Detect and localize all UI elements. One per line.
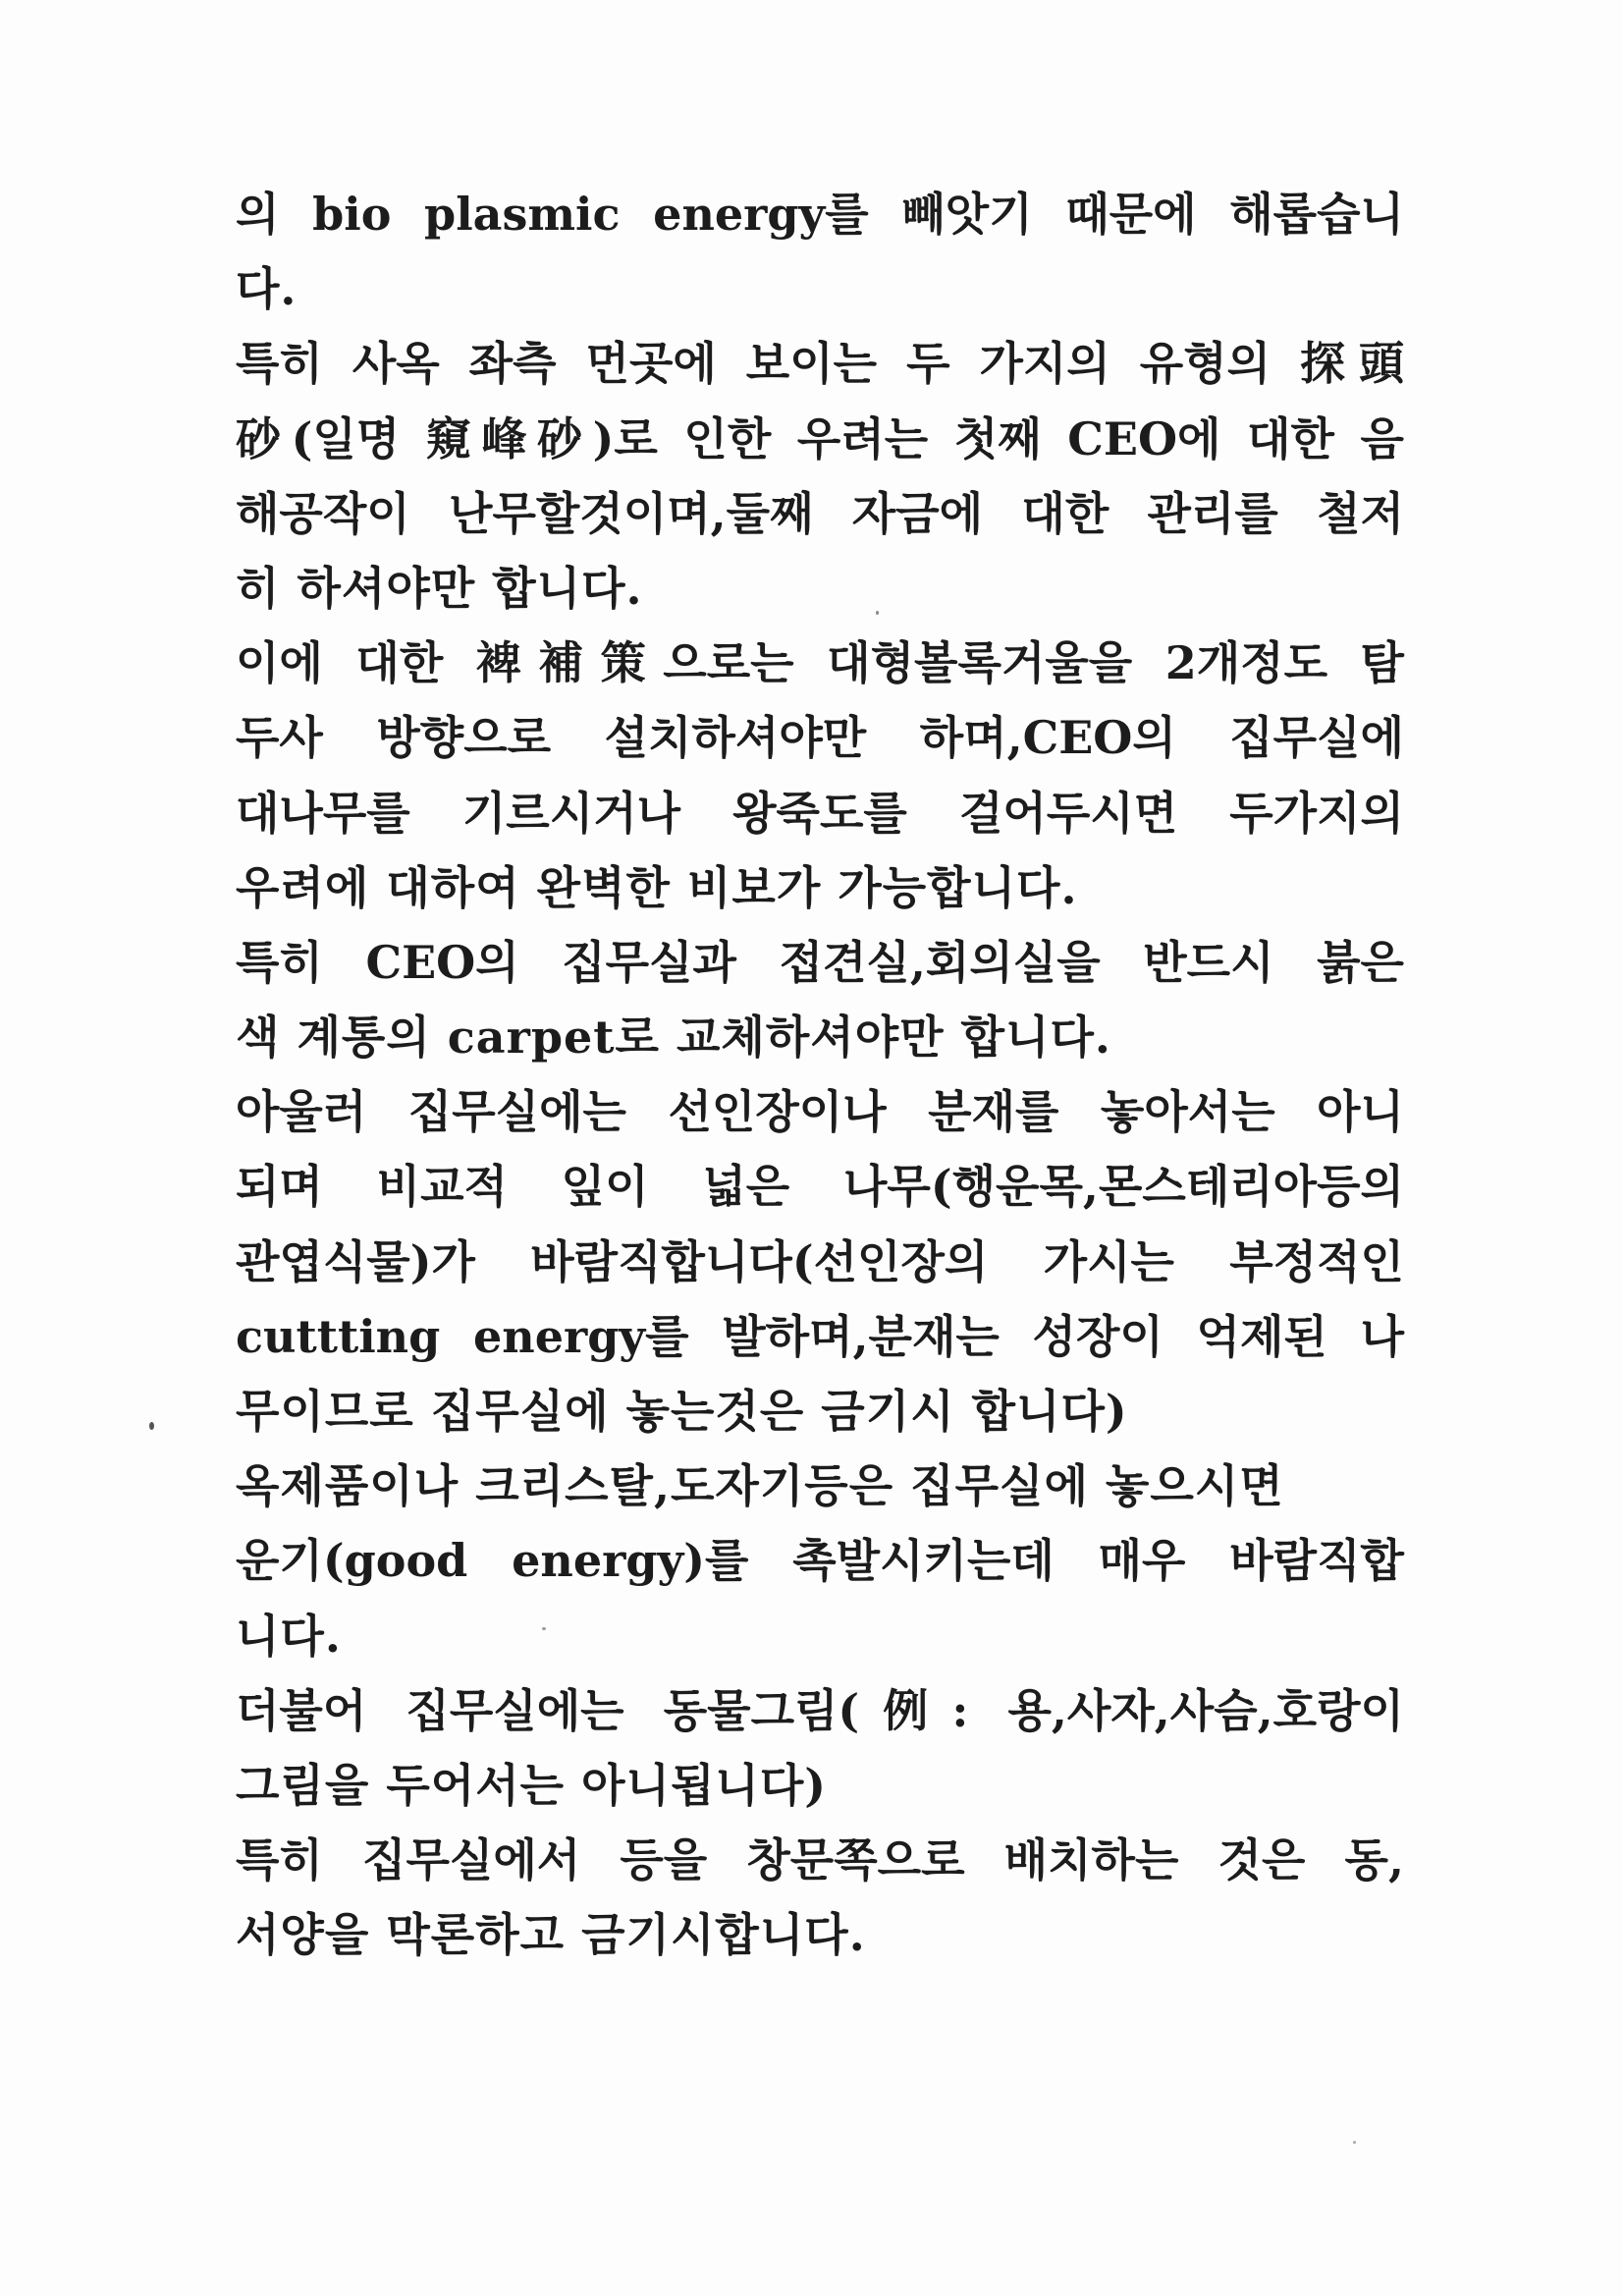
text-line: 특히 CEO의 집무실과 접견실,회의실을 반드시 붉은 — [236, 935, 1404, 989]
text-line: 무이므로 집무실에 놓는것은 금기시 합니다) — [236, 1385, 1128, 1438]
text-line: 의 bio plasmic energy를 빼앗기 때문에 해롭습니 — [236, 188, 1404, 241]
text-line: 더불어 집무실에는 동물그림(例: 용,사자,사슴,호랑이 — [236, 1683, 1404, 1737]
text-line: 아울러 집무실에는 선인장이나 분재를 놓아서는 아니 — [236, 1085, 1404, 1139]
text-line: 서양을 막론하고 금기시합니다. — [236, 1908, 866, 1962]
text-line: 운기(good energy)를 촉발시키는데 매우 바람직합 — [236, 1534, 1404, 1588]
text-line: 다. — [236, 262, 298, 316]
text-line: 니다. — [236, 1609, 342, 1663]
text-line: cuttting energy를 발하며,분재는 성장이 억제된 나 — [236, 1309, 1404, 1363]
text-line: 대나무를 기르시거나 왕죽도를 걸어두시면 두가지의 — [236, 786, 1404, 840]
body-text — [236, 177, 1404, 1973]
scan-speck — [1353, 2141, 1356, 2144]
text-line: 우려에 대하여 완벽한 비보가 가능합니다. — [236, 860, 1078, 914]
text-line: 옥제품이나 크리스탈,도자기등은 집무실에 놓으시면 — [236, 1459, 1284, 1513]
text-line: 砂(일명 窺峰砂)로 인한 우려는 첫째 CEO에 대한 음 — [236, 411, 1404, 465]
text-line: 해공작이 난무할것이며,둘째 자금에 대한 관리를 철저 — [236, 486, 1404, 540]
text-line: 이에 대한 裨補策으로는 대형볼록거울을 2개정도 탐 — [236, 636, 1404, 690]
text-line: 되며 비교적 잎이 넓은 나무(행운목,몬스테리아등의 — [236, 1160, 1404, 1214]
scan-speck — [149, 1422, 154, 1430]
text-line: 그림을 두어서는 아니됩니다) — [236, 1758, 828, 1812]
text-line: 특히 집무실에서 등을 창문쪽으로 배치하는 것은 동, — [236, 1833, 1404, 1887]
text-line: 특히 사옥 좌측 먼곳에 보이는 두 가지의 유형의 探頭 — [236, 337, 1404, 391]
text-line: 히 하셔야만 합니다. — [236, 561, 643, 615]
text-line: 두사 방향으로 설치하셔야만 하며,CEO의 집무실에 — [236, 711, 1404, 765]
scan-speck — [542, 1627, 546, 1630]
text-line: 관엽식물)가 바람직합니다(선인장의 가시는 부정적인 — [236, 1234, 1404, 1288]
text-line: 색 계통의 carpet로 교체하셔야만 합니다. — [236, 1011, 1111, 1065]
scan-speck — [876, 611, 879, 615]
